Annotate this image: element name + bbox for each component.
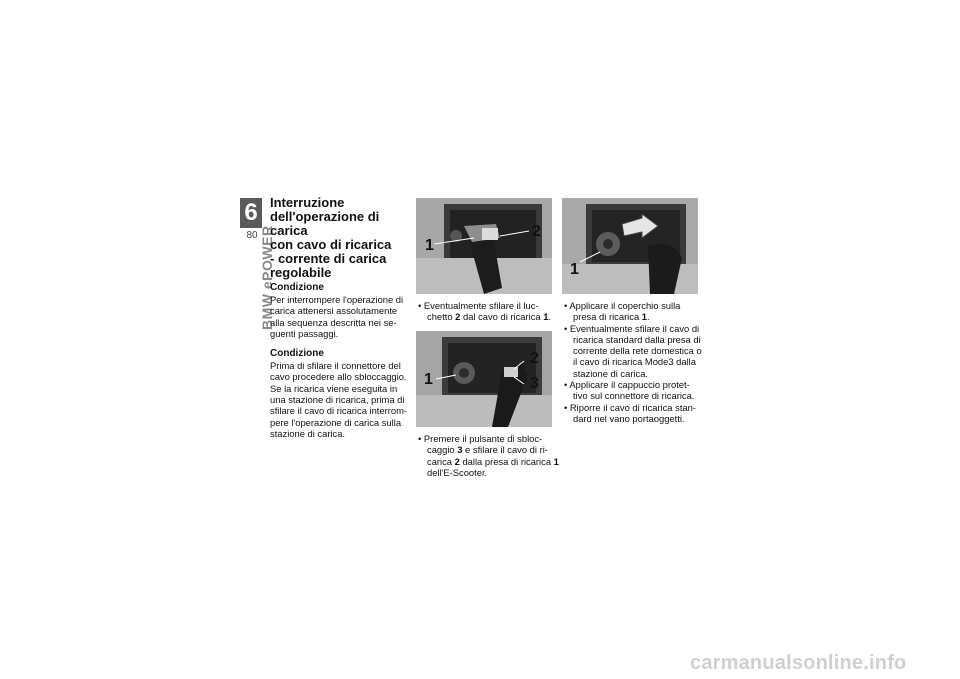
callout-label: 2 <box>530 350 539 367</box>
instruction-item: • Premere il pulsante di sbloc- caggio 3 e sfilare il cavo di ri- carica 2 dalla presa di ricarica 1 dell'E-Scooter. <box>418 433 562 478</box>
figure-unlock-padlock <box>416 198 552 294</box>
text-column <box>270 196 410 448</box>
instruction-item: • Eventualmente sfilare il luc- chetto 2 dal cavo di ricarica 1. <box>418 300 558 323</box>
caption-figure-1 <box>418 300 558 323</box>
figure-press-release-button <box>416 331 552 427</box>
condition-heading: Condizione <box>270 282 324 293</box>
instruction-item: • Eventualmente sfilare il cavo di ricarica standard dalla presa di corrente della rete domestica o il cavo di ricarica Mode3 dalla stazione di carica. <box>564 323 704 379</box>
condition-heading: Condizione <box>270 348 324 360</box>
chapter-number-badge: 6 <box>240 198 262 228</box>
callout-label: 1 <box>425 237 434 254</box>
instruction-item: • Applicare il cappuccio protet- tivo sul connettore di ricarica. <box>564 379 704 402</box>
watermark: carmanualsonline.info <box>690 652 907 674</box>
condition-text: Prima di sfilare il connettore del cavo procedere allo sbloccaggio. Se la ricarica viene eseguita in una stazione di ricarica, prima di sfilare il cavo di ricarica interrom- pere l'operazione di carica sulla stazione di carica. <box>270 360 408 439</box>
condition-text: Per interrompere l'operazione di carica attenersi assolutamente alla sequenza descritta nei se- guenti passaggi. <box>270 294 404 339</box>
callout-label: 1 <box>424 371 433 388</box>
callout-label: 2 <box>532 223 541 240</box>
caption-figure-3 <box>564 300 704 424</box>
callout-label: 1 <box>570 261 579 278</box>
instruction-item: • Applicare il coperchio sulla presa di ricarica 1. <box>564 300 704 323</box>
caption-figure-2 <box>418 433 562 478</box>
side-chapter-title: BMW ePOWER <box>259 225 275 330</box>
callout-label: 3 <box>530 375 539 392</box>
figure-apply-cover <box>562 198 698 294</box>
page-number: 80 <box>246 230 258 241</box>
instruction-item: • Riporre il cavo di ricarica stan- dard nel vano portaoggetti. <box>564 402 704 425</box>
section-title: Interruzione dell'operazione di carica con cavo di ricarica - corrente di carica regolabile <box>270 195 392 280</box>
